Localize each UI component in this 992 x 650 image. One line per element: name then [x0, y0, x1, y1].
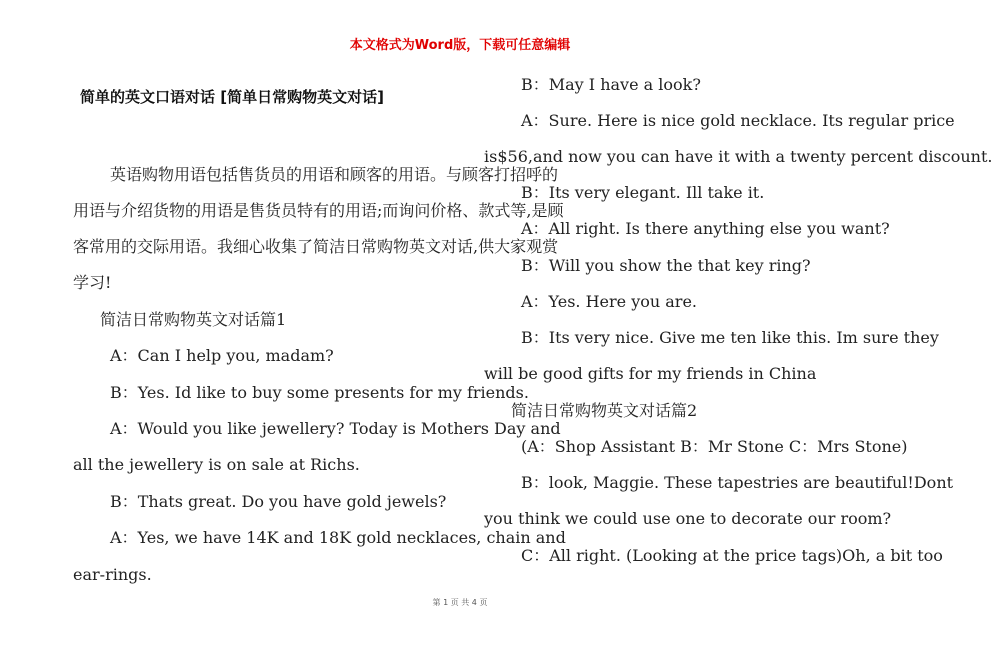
dialogue-line: B：Its very elegant. Ill take it.: [521, 183, 765, 202]
document-title: 简单的英文口语对话 [简单日常购物英文对话]: [80, 88, 384, 106]
dialogue-line: A：Would you like jewellery? Today is Mothers Day and: [110, 419, 561, 438]
dialogue-line: B：Thats great. Do you have gold jewels?: [110, 492, 447, 511]
dialogue-line: B：Will you show the that key ring?: [521, 256, 811, 275]
section-heading-2: 简洁日常购物英文对话篇2: [511, 401, 698, 420]
dialogue-line: A：Yes. Here you are.: [521, 292, 698, 311]
dialogue-line: A：All right. Is there anything else you want?: [521, 219, 890, 238]
paragraph-line: 客常用的交际用语。我细心收集了简洁日常购物英文对话,供大家观赏: [73, 237, 559, 256]
page-number-footer: 第 1 页 共 4 页: [432, 598, 488, 607]
dialogue-line: you think we could use one to decorate our room?: [484, 509, 892, 528]
dialogue-line: will be good gifts for my friends in China: [484, 364, 817, 383]
dialogue-line: B：look, Maggie. These tapestries are beautiful!Dont: [521, 473, 954, 492]
dialogue-line: A：Yes, we have 14K and 18K gold necklaces, chain and: [110, 528, 566, 547]
section-heading-1: 简洁日常购物英文对话篇1: [100, 310, 287, 329]
paragraph-line: 学习!: [73, 273, 112, 292]
dialogue-line: B：May I have a look?: [521, 75, 701, 94]
dialogue-line: (A：Shop Assistant B：Mr Stone C：Mrs Stone): [521, 437, 908, 456]
dialogue-line: A：Sure. Here is nice gold necklace. Its regular price: [521, 111, 955, 130]
dialogue-line: all the jewellery is on sale at Richs.: [73, 455, 360, 474]
dialogue-line: is$56,and now you can have it with a twenty percent discount.: [484, 147, 992, 166]
dialogue-line: A：Can I help you, madam?: [110, 346, 334, 365]
dialogue-line: C：All right. (Looking at the price tags)Oh, a bit too: [521, 546, 943, 565]
dialogue-line: B：Yes. Id like to buy some presents for my friends.: [110, 383, 529, 402]
dialogue-line: B：Its very nice. Give me ten like this. Im sure they: [521, 328, 939, 347]
paragraph-line: 用语与介绍货物的用语是售货员特有的用语;而询问价格、款式等,是顾: [73, 201, 564, 220]
dialogue-line: ear-rings.: [73, 565, 152, 584]
word-format-banner: 本文格式为Word版，下载可任意编辑: [349, 38, 571, 53]
paragraph-line: 英语购物用语包括售货员的用语和顾客的用语。与顾客打招呼的: [110, 165, 559, 184]
